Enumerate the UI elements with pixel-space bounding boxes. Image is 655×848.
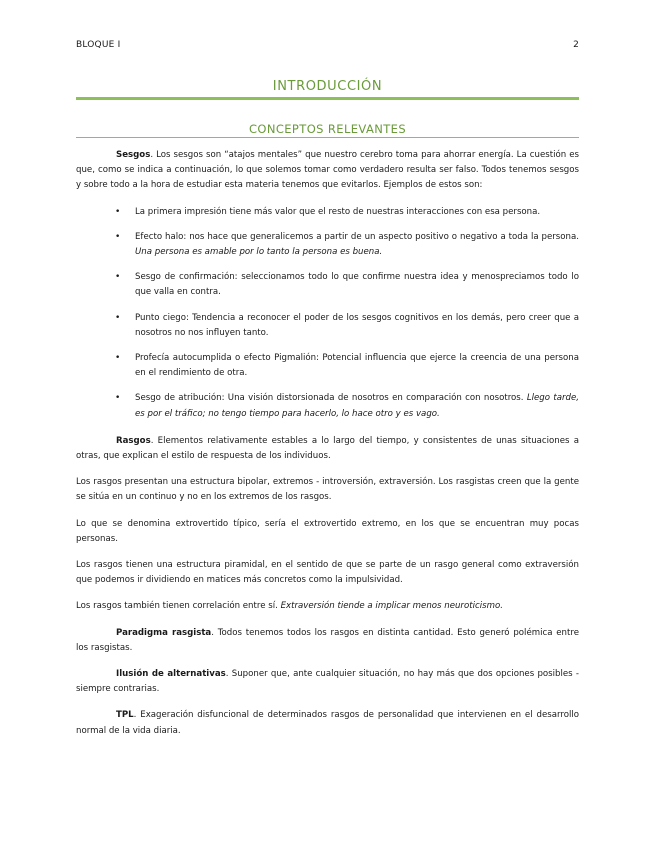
paragraph-sesgos	[76, 148, 579, 194]
document-body	[76, 148, 579, 750]
paragraph-example: Extraversión tiende a implicar menos neuroticismo.	[280, 601, 503, 612]
title-divider	[76, 97, 579, 100]
paragraph-extrovertido: Lo que se denomina extrovertido típico, sería el extrovertido extremo, en los que se encuentran muy pocas personas.	[76, 518, 579, 544]
term-tpl: TPL	[116, 710, 134, 721]
bullet-icon: •	[115, 353, 121, 364]
paragraph-piramidal: Los rasgos tienen una estructura piramidal, en el sentido de que se parte de un rasgo general como extraversión que podemos ir dividiendo en matices más concretos como la impulsividad.	[76, 560, 579, 586]
paragraph-text: . Exageración disfuncional de determinados rasgos de personalidad que intervienen en el desarrollo normal de la vida diaria.	[76, 710, 579, 736]
page-header	[76, 40, 579, 50]
list-item-text: La primera impresión tiene más valor que el resto de nuestras interacciones con esa persona.	[135, 206, 541, 217]
header-block-label: BLOQUE I	[76, 40, 121, 50]
bullet-icon: •	[115, 272, 121, 283]
paragraph-paradigma	[76, 626, 579, 656]
paragraph-text: . Elementos relativamente estables a lo largo del tiempo, y consistentes de unas situaciones a otras, que explican el estilo de respuesta de los individuos.	[76, 435, 579, 462]
subtitle-divider	[76, 137, 579, 138]
list-item	[76, 230, 579, 260]
paragraph-rasgos	[76, 434, 579, 464]
list-item-example: Una persona es amable por lo tanto la persona es buena.	[135, 247, 383, 258]
list-item-text: Sesgo de confirmación: seleccionamos todo lo que confirme nuestra idea y menospreciamos todo lo que valla en contra.	[135, 272, 579, 298]
list-item	[76, 391, 579, 421]
term-ilusion: Ilusión de alternativas	[116, 669, 226, 680]
section-title: INTRODUCCIÓN	[272, 79, 383, 94]
paragraph-bipolar: Los rasgos presentan una estructura bipolar, extremos - introversión, extraversión. Los rasgistas creen que la gente se sitúa en un continuo y no en los extremos de los rasgos.	[76, 477, 579, 503]
term-sesgos: Sesgos	[116, 150, 151, 160]
term-rasgos: Rasgos	[116, 435, 151, 446]
list-item-text: Efecto halo: nos hace que generalicemos a partir de un aspecto positivo o negativo a toda la persona.	[135, 231, 579, 242]
paragraph-text: . Los sesgos son “atajos mentales” que nuestro cerebro toma para ahorrar energía. La cuestión es que, como se indica a continuación, lo que solemos tomar como verdadero resulta ser falso. Todos tenemos sesgos y sobre todo a la hora de estudiar esta materia tenemos que evitarlos. Ejemplos de estos son:	[76, 150, 579, 191]
bullet-icon: •	[115, 312, 121, 323]
list-item	[76, 311, 579, 341]
section-subtitle: CONCEPTOS RELEVANTES	[248, 122, 407, 136]
list-item-text: Sesgo de atribución: Una visión distorsionada de nosotros en comparación con nosotros.	[135, 393, 527, 404]
paragraph-text: . Suponer que, ante cualquier situación, no hay más que dos opciones posibles - siempre contrarias.	[76, 669, 579, 695]
bullet-icon: •	[115, 393, 121, 404]
list-item-text: Punto ciego: Tendencia a reconocer el poder de los sesgos cognitivos en los demás, pero creer que a nosotros no nos influyen tanto.	[135, 312, 579, 338]
list-item-text: Profecía autocumplida o efecto Pigmalión: Potencial influencia que ejerce la creencia de una persona en el rendimiento de otra.	[135, 353, 579, 379]
bullet-icon: •	[115, 231, 121, 242]
list-item	[76, 351, 579, 381]
bias-list	[76, 205, 579, 422]
paragraph-text: Los rasgos también tienen correlación entre sí.	[76, 601, 281, 612]
list-item-example: Llego tarde, es por el tráfico; no tengo tiempo para hacerlo, lo hace otro y es vago.	[135, 393, 579, 419]
paragraph-tpl	[76, 708, 579, 738]
paragraph-correlacion	[76, 599, 579, 614]
list-item	[76, 270, 579, 300]
page-number: 2	[573, 40, 579, 50]
paragraph-text: . Todos tenemos todos los rasgos en distinta cantidad. Esto generó polémica entre los rasgistas.	[76, 627, 580, 653]
term-paradigma: Paradigma rasgista	[116, 627, 212, 638]
list-item	[76, 205, 579, 220]
paragraph-ilusion	[76, 667, 579, 697]
bullet-icon: •	[115, 206, 121, 217]
